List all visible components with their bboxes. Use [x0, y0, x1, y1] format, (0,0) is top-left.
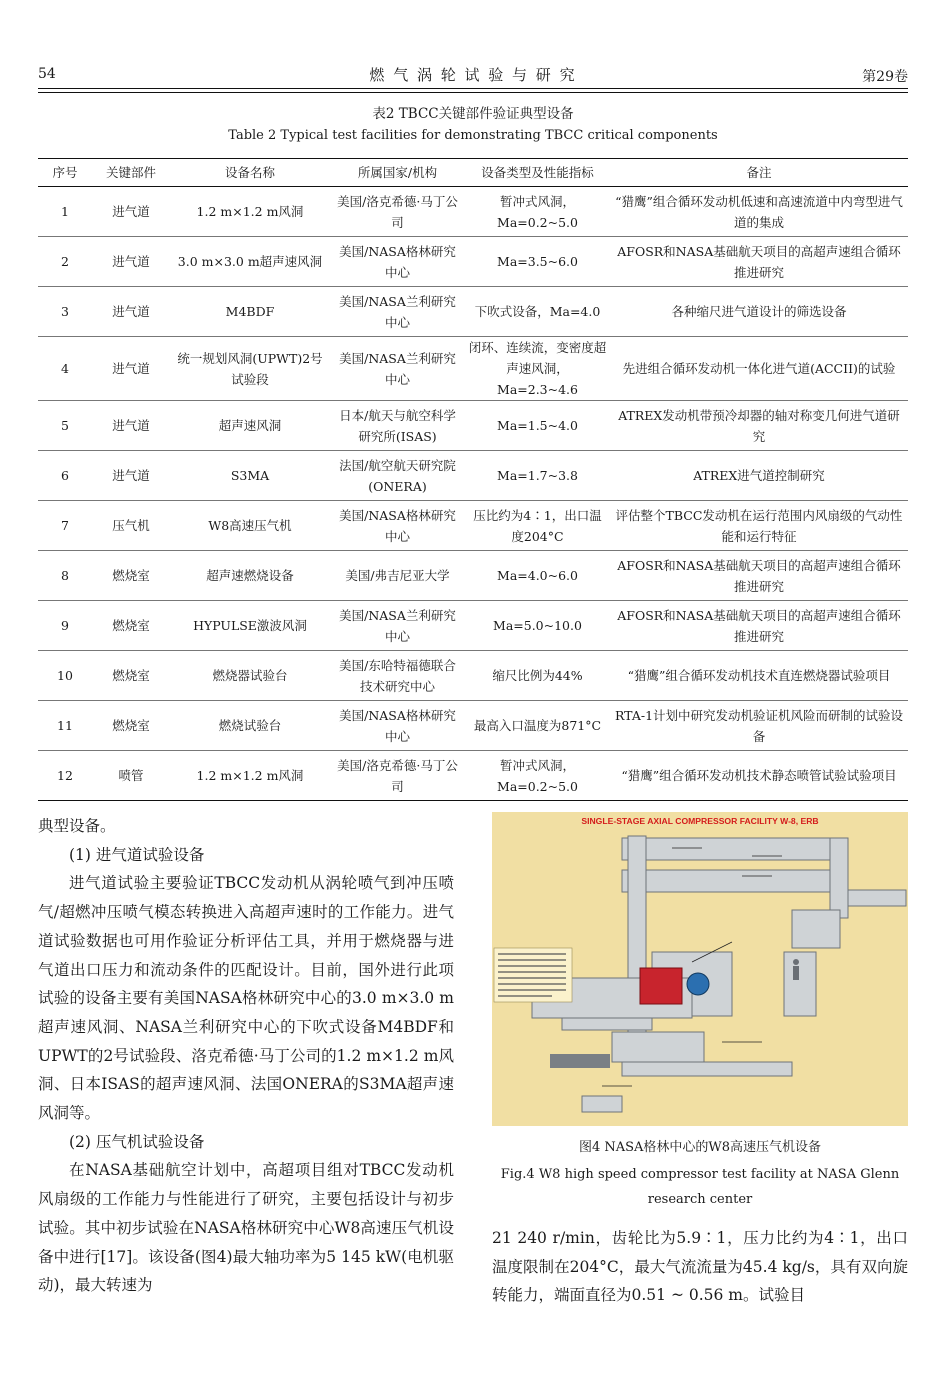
- table-cell: 暂冲式风洞，Ma=0.2~5.0: [465, 751, 610, 801]
- table-caption-cn: 表2 TBCC关键部件验证典型设备: [372, 106, 574, 122]
- column-header: 设备类型及性能指标: [465, 159, 610, 187]
- right-column: [492, 1224, 908, 1310]
- table-cell: 各种缩尺进气道设计的筛选设备: [610, 287, 908, 337]
- table-cell: 3: [38, 287, 92, 337]
- table-cell: Ma=3.5~6.0: [465, 237, 610, 287]
- table-cell: 美国/洛克希德·马丁公司: [330, 187, 465, 237]
- table-cell: 缩尺比例为44%: [465, 651, 610, 701]
- table-cell: 燃烧室: [92, 601, 170, 651]
- table-cell: Ma=1.5~4.0: [465, 401, 610, 451]
- table-cell: “猎鹰”组合循环发动机技术静态喷管试验试验项目: [610, 751, 908, 801]
- base-plate: [550, 1054, 610, 1068]
- table-cell: 美国/NASA格林研究中心: [330, 501, 465, 551]
- table-row: [38, 451, 908, 501]
- table-row: [38, 751, 908, 801]
- table-cell: 美国/NASA格林研究中心: [330, 237, 465, 287]
- spec-box: [494, 948, 572, 1002]
- table-cell: 暂冲式风洞，Ma=0.2~5.0: [465, 187, 610, 237]
- figure-title: SINGLE-STAGE AXIAL COMPRESSOR FACILITY W-8, ERB: [581, 816, 819, 826]
- heater-block: [640, 968, 682, 1004]
- table-cell: 美国/NASA兰利研究中心: [330, 337, 465, 401]
- table-row: [38, 187, 908, 237]
- table-cell: Ma=5.0~10.0: [465, 601, 610, 651]
- table-cell: 喷管: [92, 751, 170, 801]
- column-header: 序号: [38, 159, 92, 187]
- table-row: [38, 401, 908, 451]
- table-body: [38, 187, 908, 801]
- table-cell: 超声速燃烧设备: [170, 551, 330, 601]
- facilities-table: [38, 158, 908, 801]
- table-row: [38, 237, 908, 287]
- table-cell: 7: [38, 501, 92, 551]
- table-cell: S3MA: [170, 451, 330, 501]
- table-cell: 燃烧室: [92, 701, 170, 751]
- page-number: 54: [38, 66, 56, 82]
- table-cell: 下吹式设备，Ma=4.0: [465, 287, 610, 337]
- table-cell: ATREX进气道控制研究: [610, 451, 908, 501]
- table-cell: 压气机: [92, 501, 170, 551]
- table-cell: 5: [38, 401, 92, 451]
- table-cell: 美国/NASA格林研究中心: [330, 701, 465, 751]
- column-header: 关键部件: [92, 159, 170, 187]
- table-cell: 6: [38, 451, 92, 501]
- table-cell: 最高入口温度为871°C: [465, 701, 610, 751]
- table-cell: 进气道: [92, 401, 170, 451]
- table-cell: 1.2 m×1.2 m风洞: [170, 751, 330, 801]
- journal-title: 燃 气 涡 轮 试 验 与 研 究: [369, 66, 577, 84]
- table-cell: 美国/东哈特福德联合技术研究中心: [330, 651, 465, 701]
- table-cell: 进气道: [92, 237, 170, 287]
- table-cell: 法国/航空航天研究院(ONERA): [330, 451, 465, 501]
- table-cell: Ma=4.0~6.0: [465, 551, 610, 601]
- table-cell: AFOSR和NASA基础航天项目的高超声速组合循环推进研究: [610, 601, 908, 651]
- table-cell: 进气道: [92, 287, 170, 337]
- table-cell: 闭环、连续流，变密度超声速风洞，Ma=2.3~4.6: [465, 337, 610, 401]
- running-header: [38, 62, 908, 88]
- para-inlet: 进气道试验主要验证TBCC发动机从涡轮喷气到冲压喷气/超燃冲压喷气模态转换进入高超声速时的工作能力。进气道试验数据也可用作验证分析评估工具，并用于燃烧器与进气道出口压力和流动条件的匹配设计。目前，国外进行此项试验的设备主要有美国NASA格林研究中心的3.0 m×3.0 m超声速风洞、NASA兰利研究中心的下吹式设备M4BDF和UPWT的2号试验段、洛克希德·马丁公司的1.2 m×1.2 m风洞、日本ISAS的超声速风洞、法国ONERA的S3MA超声速风洞等。: [38, 874, 454, 1123]
- table-cell: 9: [38, 601, 92, 651]
- volume-label: 第29卷: [862, 69, 908, 85]
- table-cell: 日本/航天与航空科学研究所(ISAS): [330, 401, 465, 451]
- table-cell: 8: [38, 551, 92, 601]
- table-cell: 1.2 m×1.2 m风洞: [170, 187, 330, 237]
- header-rule-thin: [38, 92, 908, 93]
- table-cell: “猎鹰”组合循环发动机低速和高速流道中内弯型进气道的集成: [610, 187, 908, 237]
- table-cell: RTA-1计划中研究发动机验证机风险而研制的试验设备: [610, 701, 908, 751]
- table-cell: W8高速压气机: [170, 501, 330, 551]
- section-heading-inlet: (1) 进气道试验设备: [69, 845, 205, 864]
- table-cell: 进气道: [92, 187, 170, 237]
- table-cell: 美国/洛克希德·马丁公司: [330, 751, 465, 801]
- compressor-rig: [687, 973, 709, 995]
- table-cell: 1: [38, 187, 92, 237]
- table-cell: M4BDF: [170, 287, 330, 337]
- para-compressor: 在NASA基础航空计划中，高超项目组对TBCC发动机风扇级的工作能力与性能进行了研究，主要包括设计与初步试验。其中初步试验在NASA格林研究中心W8高速压气机设备中进行[17]。该设备(图4)最大轴功率为5 145 kW(电机驱动)，最大转速为: [38, 1161, 454, 1295]
- table-cell: 评估整个TBCC发动机在运行范围内风扇级的气动性能和运行特征: [610, 501, 908, 551]
- table-cell: 美国/NASA兰利研究中心: [330, 287, 465, 337]
- column-header: 设备名称: [170, 159, 330, 187]
- table-cell: AFOSR和NASA基础航天项目的高超声速组合循环推进研究: [610, 551, 908, 601]
- table-row: [38, 337, 908, 401]
- table-row: [38, 701, 908, 751]
- table-row: [38, 651, 908, 701]
- table-cell: 燃烧室: [92, 551, 170, 601]
- table-cell: 超声速风洞: [170, 401, 330, 451]
- table-row: [38, 501, 908, 551]
- para-lead: 典型设备。: [38, 817, 116, 835]
- table-cell: Ma=1.7~3.8: [465, 451, 610, 501]
- figure-caption-en: Fig.4 W8 high speed compressor test facility at NASA Glenn research center: [500, 1167, 900, 1207]
- section-heading-compressor: (2) 压气机试验设备: [69, 1132, 205, 1151]
- table-cell: ATREX发动机带预冷却器的轴对称变几何进气道研究: [610, 401, 908, 451]
- table-row: [38, 287, 908, 337]
- table-cell: 统一规划风洞(UPWT)2号试验段: [170, 337, 330, 401]
- table-cell: HYPULSE激波风洞: [170, 601, 330, 651]
- table-cell: 进气道: [92, 337, 170, 401]
- left-column: [38, 812, 454, 1300]
- table-row: [38, 601, 908, 651]
- table-header-row: [38, 159, 908, 187]
- table-cell: 10: [38, 651, 92, 701]
- table-cell: “猎鹰”组合循环发动机技术直连燃烧器试验项目: [610, 651, 908, 701]
- table-cell: 美国/弗吉尼亚大学: [330, 551, 465, 601]
- column-header: 所属国家/机构: [330, 159, 465, 187]
- table-cell: 燃烧室: [92, 651, 170, 701]
- table-cell: 12: [38, 751, 92, 801]
- para-compressor-cont: 21 240 r/min，齿轮比为5.9∶1，压力比约为4∶1，出口温度限制在204°C，最大气流流量为45.4 kg/s，具有双向旋转能力，端面直径为0.51 ~ 0.56 m。试验目: [492, 1229, 908, 1305]
- facility-diagram: [492, 812, 908, 1126]
- pipework: [532, 836, 906, 1112]
- table-cell: 11: [38, 701, 92, 751]
- table-cell: 4: [38, 337, 92, 401]
- table-cell: 燃烧器试验台: [170, 651, 330, 701]
- table-cell: 燃烧试验台: [170, 701, 330, 751]
- header-rule: [38, 88, 908, 89]
- table-cell: 3.0 m×3.0 m超声速风洞: [170, 237, 330, 287]
- table-cell: 美国/NASA兰利研究中心: [330, 601, 465, 651]
- figure-w8-facility: [492, 812, 908, 1126]
- column-header: 备注: [610, 159, 908, 187]
- table-caption-en: Table 2 Typical test facilities for demonstrating TBCC critical components: [228, 128, 718, 143]
- table-row: [38, 551, 908, 601]
- person-silhouette: [793, 959, 799, 980]
- table-cell: 先进组合循环发动机一体化进气道(ACCII)的试验: [610, 337, 908, 401]
- table-cell: AFOSR和NASA基础航天项目的高超声速组合循环推进研究: [610, 237, 908, 287]
- figure-caption-cn: 图4 NASA格林中心的W8高速压气机设备: [578, 1140, 822, 1155]
- table-cell: 进气道: [92, 451, 170, 501]
- table-cell: 压比约为4∶1，出口温度204°C: [465, 501, 610, 551]
- table-cell: 2: [38, 237, 92, 287]
